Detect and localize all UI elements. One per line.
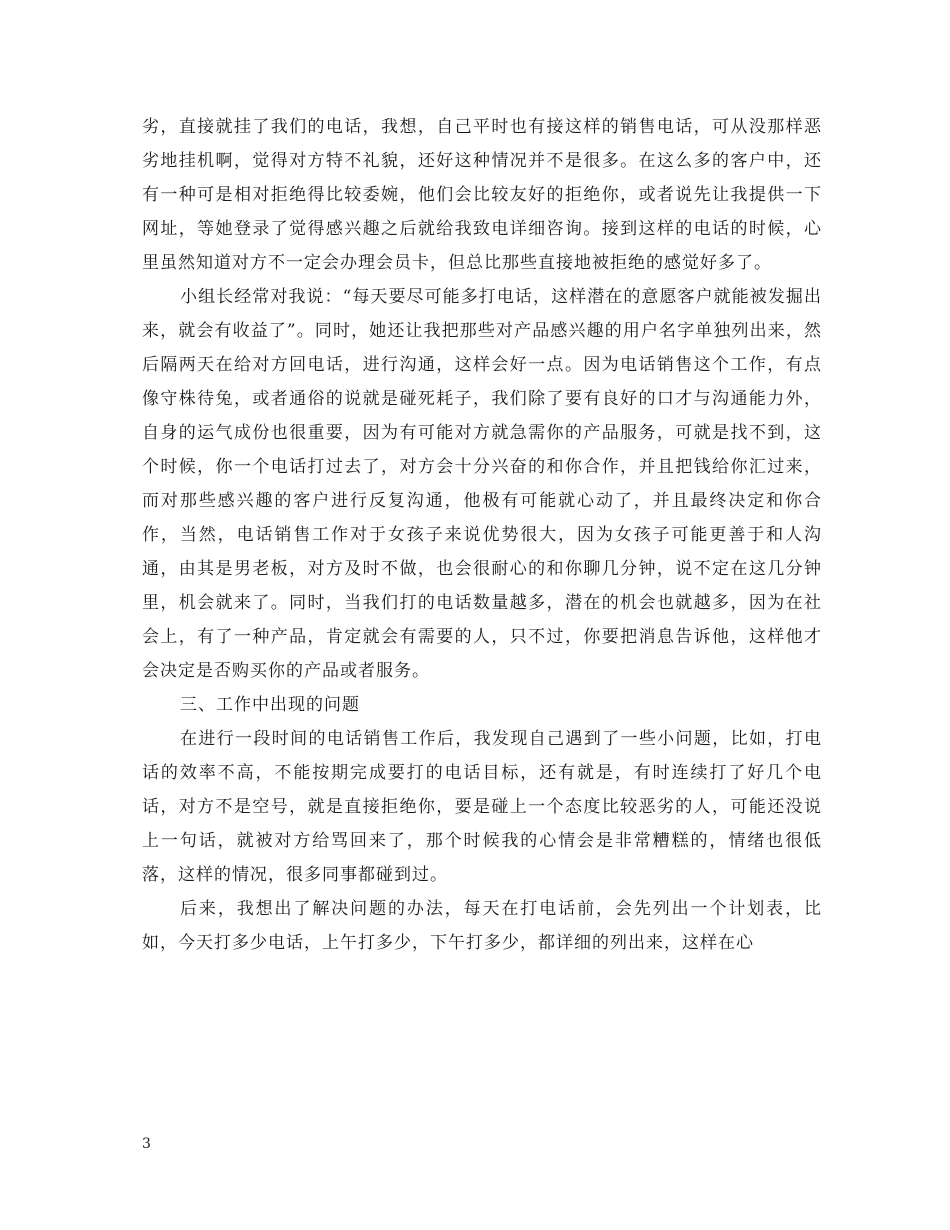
document-body [142,110,822,960]
page-number: 3 [142,1136,151,1152]
section-heading-problems: 三、工作中出现的问题 [180,695,360,715]
paragraph-problems-encountered: 在进行一段时间的电话销售工作后，我发现自己遇到了一些小问题，比如，打电话的效率不高，不能按期完成要打的电话目标，还有就是，有时连续打了好几个电话，对方不是空号，就是直接拒绝你，要是碰上一个态度比较恶劣的人，可能还没说上一句话，就被对方给骂回来了，那个时候我的心情会是非常糟糕的，情绪也很低落，这样的情况，很多同事都碰到过。 [142,729,822,885]
paragraph-rejection-experience: 劣，直接就挂了我们的电话，我想，自己平时也有接这样的销售电话，可从没那样恶劣地挂机啊，觉得对方特不礼貌，还好这种情况并不是很多。在这么多的客户中，还有一种可是相对拒绝得比较委婉，他们会比较友好的拒绝你，或者说先让我提供一下网址，等她登录了觉得感兴趣之后就给我致电详细咨询。接到这样的电话的时候，心里虽然知道对方不一定会办理会员卡，但总比那些直接地被拒绝的感觉好多了。 [142,117,822,273]
paragraph-team-leader-advice: 小组长经常对我说：“每天要尽可能多打电话，这样潜在的意愿客户就能被发掘出来，就会有收益了”。同时，她还让我把那些对产品感兴趣的用户名字单独列出来，然后隔两天在给对方回电话，进行沟通，这样会好一点。因为电话销售这个工作，有点像守株待兔，或者通俗的说就是碰死耗子，我们除了要有良好的口才与沟通能力外，自身的运气成份也很重要，因为有可能对方就急需你的产品服务，可就是找不到，这个时候，你一个电话打过去了，对方会十分兴奋的和你合作，并且把钱给你汇过来，而对那些感兴趣的客户进行反复沟通，他极有可能就心动了，并且最终决定和你合作，当然，电话销售工作对于女孩子来说优势很大，因为女孩子可能更善于和人沟通，由其是男老板，对方及时不做，也会很耐心的和你聊几分钟，说不定在这几分钟里，机会就来了。同时，当我们打的电话数量越多，潜在的机会也就越多，因为在社会上，有了一种产品，肯定就会有需要的人，只不过，你要把消息告诉他，这样他才会决定是否购买你的产品或者服务。 [142,287,822,681]
paragraph-solution-plan: 后来，我想出了解决问题的办法，每天在打电话前，会先列出一个计划表，比如，今天打多少电话，上午打多少，下午打多少，都详细的列出来，这样在心 [142,899,822,953]
